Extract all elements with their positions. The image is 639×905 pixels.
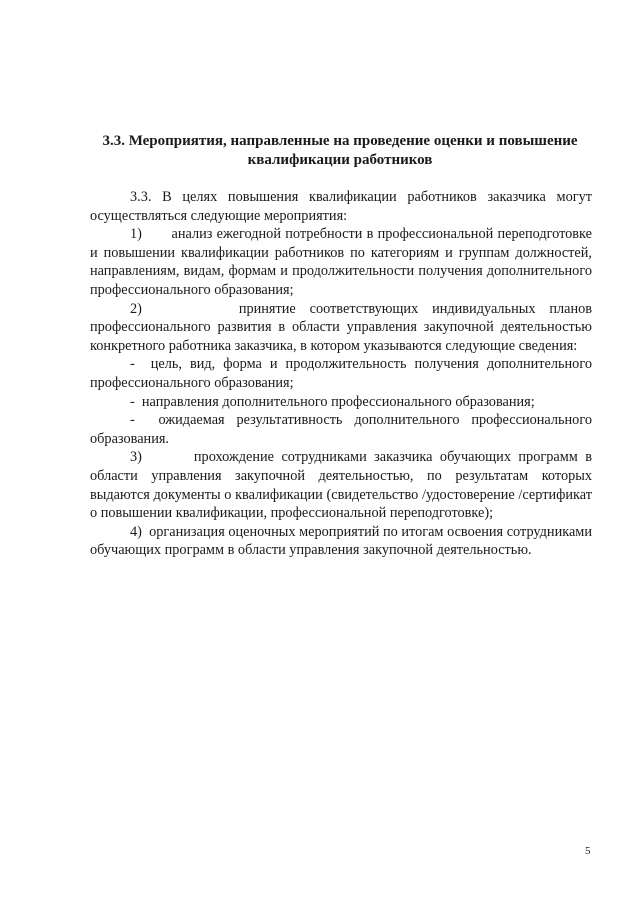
sub-item-directions: - направления дополнительного профессионального образования; [130,393,535,410]
intro-paragraph: 3.3. В целях повышения квалификации работников заказчика могут осуществляться следующие мероприятия: [90,189,592,224]
list-item-3: 3) прохождение сотрудниками заказчика обучающих программ в области управления закупочной деятельностью, по результатам которых выдаются документы о квалификации (свидетельство /удостоверение /сертификат о повышении квалификации, профессиональной переподготовке); [90,449,592,522]
list-item-4: 4) организация оценочных мероприятий по итогам освоения сотрудниками обучающих программ в области управления закупочной деятельностью. [90,523,592,559]
list-item-2: 2) принятие соответствующих индивидуальных планов профессионального развития в области управления закупочной деятельностью конкретного работника заказчика, в котором указываются следующие сведения: [90,300,592,354]
sub-item-goal: - цель, вид, форма и продолжительность получения дополнительного профессионального образования; [90,356,592,391]
list-item-1: 1) анализ ежегодной потребности в профессиональной переподготовке и повышении квалификации работников по категориям и группам должностей, направлениям, видам, формам и продолжительности получения дополнительного профессионального образования; [90,226,592,298]
document-body [90,188,592,560]
page-number: 5 [585,845,591,857]
sub-item-expected-results: - ожидаемая результативность дополнительного профессионального образования. [90,412,592,447]
section-title: 3.3. Мероприятия, направленные на проведение оценки и повышение квалификации работников [102,133,578,168]
